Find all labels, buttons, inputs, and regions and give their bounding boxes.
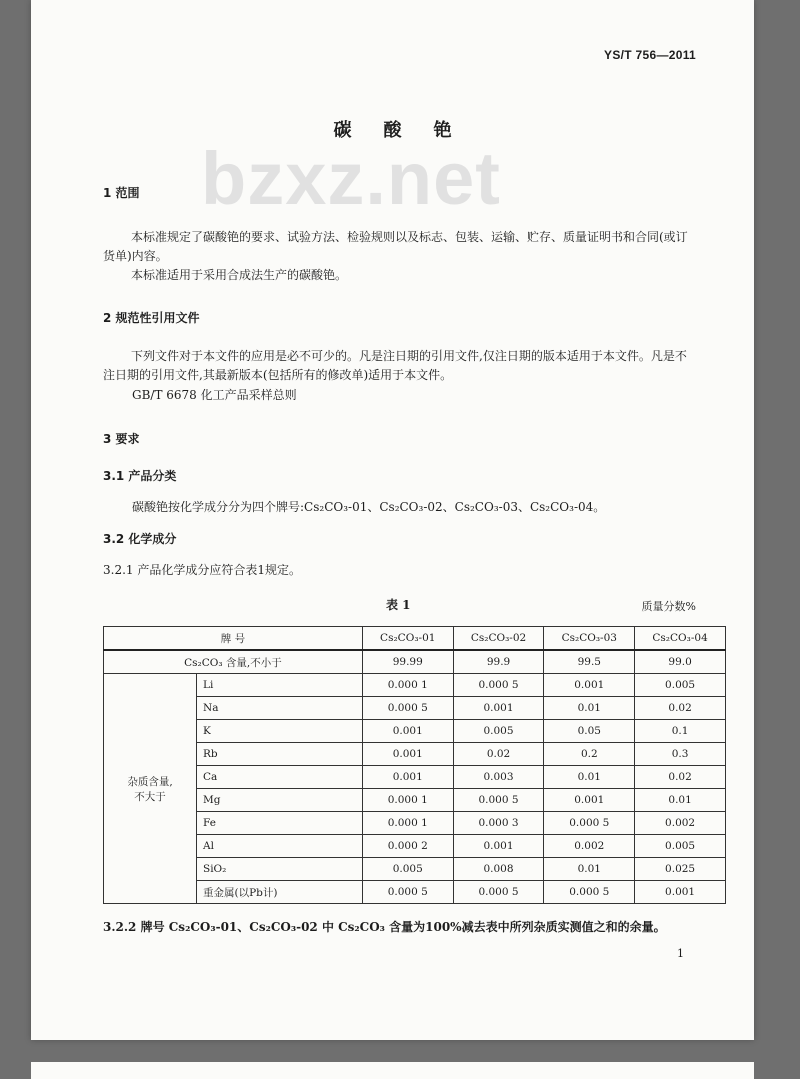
value-cell: 0.001: [544, 674, 635, 697]
element-cell: Al: [197, 835, 363, 858]
document-page: [31, 0, 754, 1040]
page-number: 1: [677, 947, 684, 960]
section-1-paragraph-1: 本标准规定了碳酸铯的要求、试验方法、检验规则以及标志、包装、运输、贮存、质量证明书和合同(或订货单)内容。: [103, 230, 688, 263]
section-2-reference: GB/T 6678 化工产品采样总则: [132, 388, 297, 402]
element-cell: Ca: [197, 766, 363, 789]
table-row: [104, 720, 726, 743]
value-cell: 0.005: [453, 720, 544, 743]
value-cell: 0.000 1: [362, 812, 453, 835]
value-cell: 0.3: [635, 743, 726, 766]
table-row: [104, 789, 726, 812]
impurity-label-line-2: 不大于: [134, 790, 166, 803]
value-cell: 0.000 5: [362, 697, 453, 720]
watermark: bzxz.net: [201, 137, 501, 220]
value-cell: 0.008: [453, 858, 544, 881]
value-cell: 0.001: [544, 789, 635, 812]
section-3-2-heading: 3.2 化学成分: [103, 532, 177, 546]
value-cell: 0.002: [544, 835, 635, 858]
value-cell: 0.005: [362, 858, 453, 881]
table-row: [104, 766, 726, 789]
section-3-1-text: 碳酸铯按化学成分分为四个牌号:Cs₂CO₃-01、Cs₂CO₃-02、Cs₂CO₃-03、Cs₂CO₃-04。: [132, 500, 606, 514]
value-cell: 0.000 5: [453, 674, 544, 697]
document-title: 碳酸铯: [333, 120, 484, 141]
table-unit: 质量分数%: [641, 600, 696, 613]
content-value-cell: 99.9: [453, 650, 544, 674]
table-caption: 表 1: [386, 598, 411, 612]
value-cell: 0.000 2: [362, 835, 453, 858]
section-1-heading: 1 范围: [103, 186, 140, 200]
table-row: [104, 881, 726, 904]
section-3-2-2-text: 3.2.2 牌号 Cs₂CO₃-01、Cs₂CO₃-02 中 Cs₂CO₃ 含量为100%减去表中所列杂质实测值之和的余量。: [103, 920, 666, 934]
value-cell: 0.01: [635, 789, 726, 812]
value-cell: 0.025: [635, 858, 726, 881]
value-cell: 0.001: [453, 835, 544, 858]
section-2-heading: 2 规范性引用文件: [103, 311, 200, 325]
value-cell: 0.000 5: [362, 881, 453, 904]
element-cell: Li: [197, 674, 363, 697]
element-cell: Fe: [197, 812, 363, 835]
table-row: [104, 743, 726, 766]
value-cell: 0.02: [635, 697, 726, 720]
value-cell: 0.001: [635, 881, 726, 904]
element-cell: Mg: [197, 789, 363, 812]
standard-code: YS/T 756—2011: [604, 48, 696, 62]
value-cell: 0.1: [635, 720, 726, 743]
content-value-cell: 99.0: [635, 650, 726, 674]
content-value-cell: 99.5: [544, 650, 635, 674]
value-cell: 0.000 1: [362, 789, 453, 812]
value-cell: 0.000 1: [362, 674, 453, 697]
grade-header-cell: Cs₂CO₃-01: [362, 627, 453, 651]
grade-header-cell: Cs₂CO₃-04: [635, 627, 726, 651]
next-page-edge: [31, 1062, 754, 1079]
element-cell: Na: [197, 697, 363, 720]
element-cell: Rb: [197, 743, 363, 766]
value-cell: 0.01: [544, 858, 635, 881]
impurity-label-cell: [104, 674, 197, 904]
value-cell: 0.001: [453, 697, 544, 720]
value-cell: 0.001: [362, 766, 453, 789]
value-cell: 0.005: [635, 674, 726, 697]
value-cell: 0.01: [544, 766, 635, 789]
element-cell: 重金属(以Pb计): [197, 881, 363, 904]
table-row: [104, 674, 726, 697]
value-cell: 0.003: [453, 766, 544, 789]
grade-header-cell: Cs₂CO₃-02: [453, 627, 544, 651]
value-cell: 0.05: [544, 720, 635, 743]
table-row: [104, 697, 726, 720]
value-cell: 0.02: [635, 766, 726, 789]
grade-header-cell: Cs₂CO₃-03: [544, 627, 635, 651]
content-label-cell: Cs₂CO₃ 含量,不小于: [104, 650, 363, 674]
value-cell: 0.000 5: [453, 789, 544, 812]
impurity-label-line-1: 杂质含量,: [127, 775, 173, 788]
table-row: [104, 835, 726, 858]
value-cell: 0.02: [453, 743, 544, 766]
value-cell: 0.000 5: [453, 881, 544, 904]
chemical-composition-table: [103, 626, 726, 904]
element-cell: K: [197, 720, 363, 743]
value-cell: 0.005: [635, 835, 726, 858]
header-label-cell: 牌 号: [104, 627, 363, 651]
value-cell: 0.001: [362, 743, 453, 766]
value-cell: 0.01: [544, 697, 635, 720]
value-cell: 0.001: [362, 720, 453, 743]
section-1-paragraph-2: 本标准适用于采用合成法生产的碳酸铯。: [131, 268, 348, 282]
value-cell: 0.002: [635, 812, 726, 835]
content-value-cell: 99.99: [362, 650, 453, 674]
table-row: [104, 812, 726, 835]
section-3-1-heading: 3.1 产品分类: [103, 469, 177, 483]
element-cell: SiO₂: [197, 858, 363, 881]
section-3-heading: 3 要求: [103, 432, 140, 446]
value-cell: 0.000 5: [544, 881, 635, 904]
value-cell: 0.000 3: [453, 812, 544, 835]
table-header-row: [104, 627, 726, 651]
section-3-2-1-text: 3.2.1 产品化学成分应符合表1规定。: [103, 563, 301, 577]
value-cell: 0.000 5: [544, 812, 635, 835]
section-2-paragraph-1: 下列文件对于本文件的应用是必不可少的。凡是注日期的引用文件,仅注日期的版本适用于本文件。凡是不注日期的引用文件,其最新版本(包括所有的修改单)适用于本文件。: [103, 349, 687, 382]
value-cell: 0.2: [544, 743, 635, 766]
content-row: [104, 650, 726, 674]
table-row: [104, 858, 726, 881]
